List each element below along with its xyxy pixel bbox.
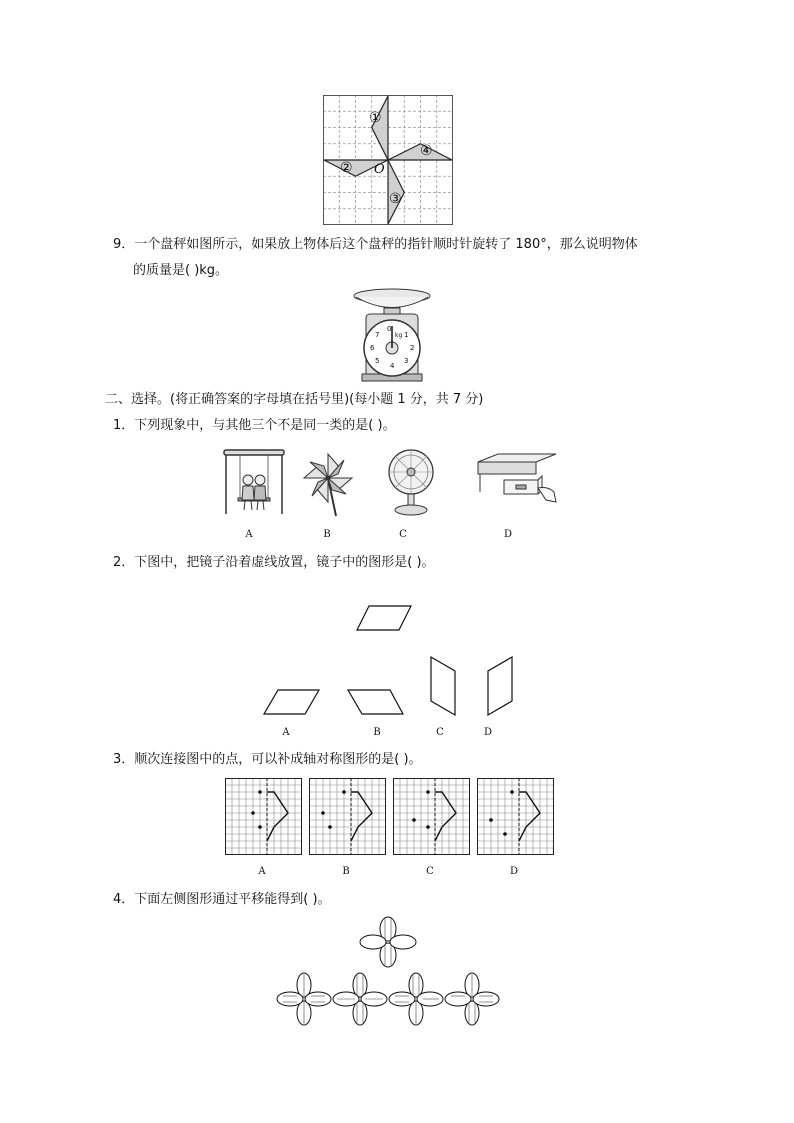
q2-option-a-shape <box>262 688 322 716</box>
q3-option-a-grid <box>225 778 302 855</box>
q2-text: 2．下图中，把镜子沿着虚线放置，镜子中的图形是( )。 <box>113 555 435 570</box>
pinwheel-number-3: ③ <box>389 191 402 207</box>
swing-image <box>220 448 288 516</box>
q3-option-d-label: D <box>509 866 519 877</box>
triangle-1 <box>372 96 388 160</box>
q2-option-c-label: C <box>436 727 444 738</box>
q3-option-c-grid <box>393 778 470 855</box>
q1-option-a-label: A <box>245 529 253 540</box>
dial-number-3: 3 <box>404 357 409 365</box>
pinwheel-figure <box>323 95 453 225</box>
pinwheel-number-2: ② <box>340 160 353 176</box>
q2-option-b-label: B <box>373 727 381 738</box>
drawer-image <box>476 452 558 512</box>
q3-option-d-grid <box>477 778 554 855</box>
q4-original-flower <box>360 917 416 967</box>
q2-option-d-label: D <box>483 727 493 738</box>
q4-text: 4．下面左侧图形通过平移能得到( )。 <box>113 892 331 907</box>
q2-option-c-shape <box>429 655 459 717</box>
pinwheel-number-4: ④ <box>420 143 433 159</box>
q3-option-a-label: A <box>258 866 266 877</box>
q4-option-flowers <box>277 972 503 1028</box>
dial-unit: kg <box>395 332 403 339</box>
scale-figure <box>352 288 432 382</box>
q3-option-b-grid <box>309 778 386 855</box>
dial-number-5: 5 <box>375 357 380 365</box>
pinwheel-number-1: ① <box>369 110 382 126</box>
dial-number-0: 0 <box>387 325 392 333</box>
q3-option-b-label: B <box>342 866 350 877</box>
pinwheel-center-label: O <box>374 162 385 177</box>
q3-option-c-label: C <box>426 866 434 877</box>
q2-option-a-label: A <box>282 727 290 738</box>
dial-number-1: 1 <box>404 331 409 339</box>
section2-heading: 二、选择。(将正确答案的字母填在括号里)(每小题 1 分，共 7 分) <box>105 392 484 407</box>
q9-line1: 9．一个盘秤如图所示，如果放上物体后这个盘秤的指针顺时针旋转了 180°，那么说明物体 <box>113 237 638 252</box>
pinwheel-toy-image <box>302 452 354 516</box>
q1-option-b-label: B <box>323 529 331 540</box>
dial-number-7: 7 <box>375 331 380 339</box>
q9-line2: 的质量是( )kg。 <box>133 263 229 278</box>
q1-option-c-label: C <box>399 529 407 540</box>
dial-number-2: 2 <box>410 344 415 352</box>
q1-option-d-label: D <box>503 529 513 540</box>
fan-image <box>386 448 436 516</box>
q2-original-shape <box>355 604 415 632</box>
q3-text: 3．顺次连接图中的点，可以补成轴对称图形的是( )。 <box>113 752 422 767</box>
q2-option-b-shape <box>346 688 406 716</box>
q2-option-d-shape <box>486 655 516 717</box>
dial-number-4: 4 <box>390 362 395 370</box>
dial-number-6: 6 <box>370 344 375 352</box>
q1-text: 1．下列现象中，与其他三个不是同一类的是( )。 <box>113 418 396 433</box>
